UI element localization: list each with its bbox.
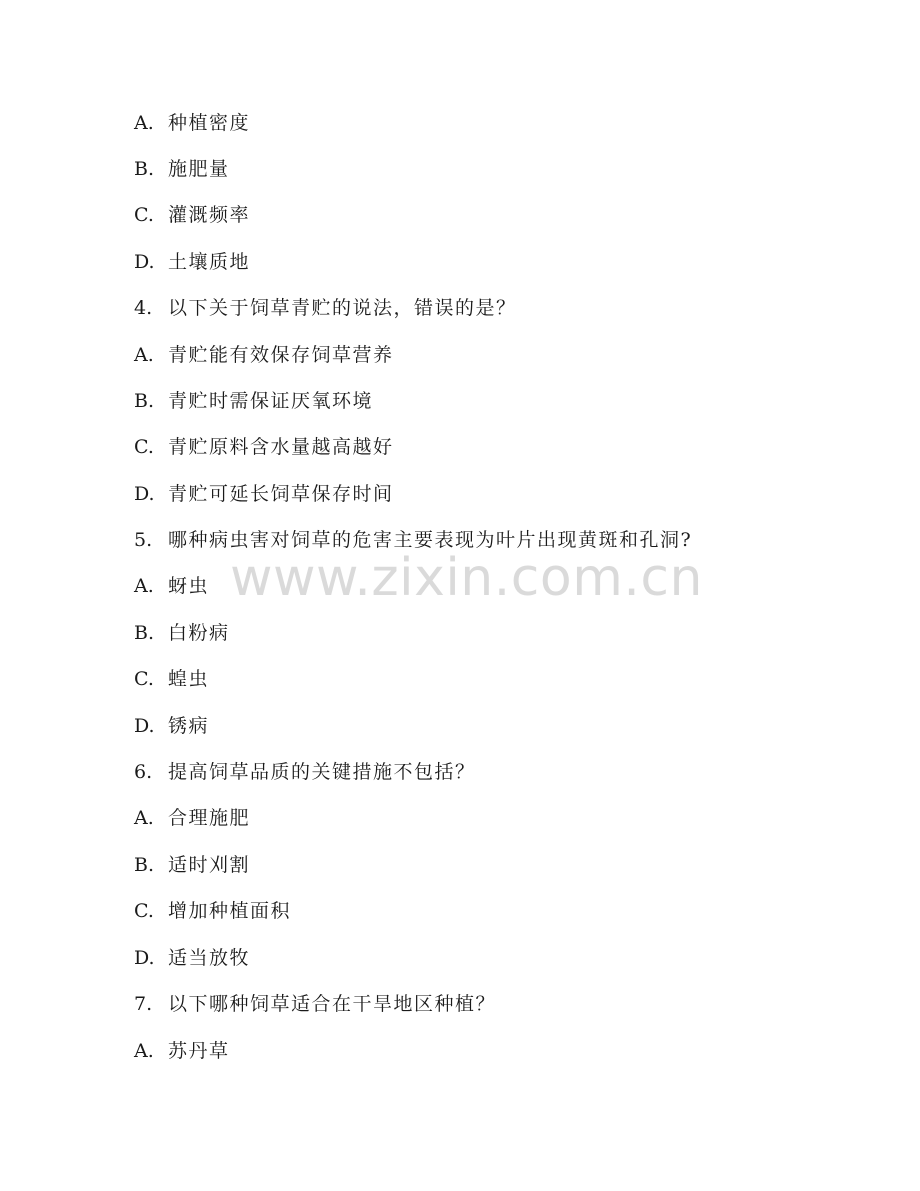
option-6b: [134, 853, 250, 877]
option-label: A.: [134, 1040, 154, 1062]
option-text: 灌溉频率: [168, 204, 251, 226]
option-5c: [134, 667, 209, 691]
option-label: A.: [134, 344, 154, 366]
option-label: C.: [134, 900, 154, 922]
option-3a: [134, 111, 250, 135]
option-6a: [134, 806, 250, 830]
question-text: 提高饲草品质的关键措施不包括？: [168, 761, 476, 783]
question-text: 以下关于饲草青贮的说法，错误的是？: [168, 297, 517, 319]
question-number: 4.: [134, 297, 153, 319]
option-label: A.: [134, 807, 154, 829]
question-number: 7.: [134, 993, 153, 1015]
option-5a: [134, 574, 209, 598]
option-text: 青贮能有效保存饲草营养: [168, 344, 394, 366]
option-text: 种植密度: [168, 112, 251, 134]
option-4a: [134, 343, 394, 367]
option-label: C.: [134, 436, 154, 458]
option-4d: [134, 482, 394, 506]
option-6d: [134, 946, 250, 970]
option-label: B.: [134, 390, 155, 412]
option-label: A.: [134, 575, 154, 597]
option-text: 苏丹草: [168, 1040, 230, 1062]
option-text: 适当放牧: [168, 947, 251, 969]
option-text: 白粉病: [168, 622, 230, 644]
option-label: B.: [134, 158, 155, 180]
option-3c: [134, 203, 250, 227]
option-label: C.: [134, 204, 154, 226]
question-text: 以下哪种饲草适合在干旱地区种植？: [168, 993, 497, 1015]
option-label: D.: [134, 947, 155, 969]
option-label: C.: [134, 668, 154, 690]
option-text: 青贮时需保证厌氧环境: [168, 390, 374, 412]
watermark: www.zixin.com.cn: [230, 548, 703, 608]
option-3b: [134, 157, 230, 181]
option-5d: [134, 714, 209, 738]
option-label: B.: [134, 622, 155, 644]
option-label: D.: [134, 251, 155, 273]
question-number: 5.: [134, 529, 153, 551]
option-text: 锈病: [168, 715, 210, 737]
option-text: 蚜虫: [168, 575, 210, 597]
question-6: [134, 760, 476, 784]
option-text: 合理施肥: [168, 807, 251, 829]
option-text: 增加种植面积: [168, 900, 292, 922]
option-text: 蝗虫: [168, 668, 210, 690]
option-7a: [134, 1039, 230, 1063]
option-5b: [134, 621, 230, 645]
question-7: [134, 992, 496, 1016]
option-4c: [134, 435, 394, 459]
option-4b: [134, 389, 373, 413]
option-3d: [134, 250, 250, 274]
question-text: 哪种病虫害对饲草的危害主要表现为叶片出现黄斑和孔洞?: [168, 529, 693, 551]
option-label: A.: [134, 112, 154, 134]
option-text: 青贮原料含水量越高越好: [168, 436, 394, 458]
option-text: 土壤质地: [168, 251, 251, 273]
option-6c: [134, 899, 291, 923]
option-label: B.: [134, 854, 155, 876]
question-number: 6.: [134, 761, 153, 783]
option-text: 适时刈割: [168, 854, 251, 876]
question-4: [134, 296, 517, 320]
option-text: 青贮可延长饲草保存时间: [168, 483, 394, 505]
option-label: D.: [134, 715, 155, 737]
option-label: D.: [134, 483, 155, 505]
option-text: 施肥量: [168, 158, 230, 180]
